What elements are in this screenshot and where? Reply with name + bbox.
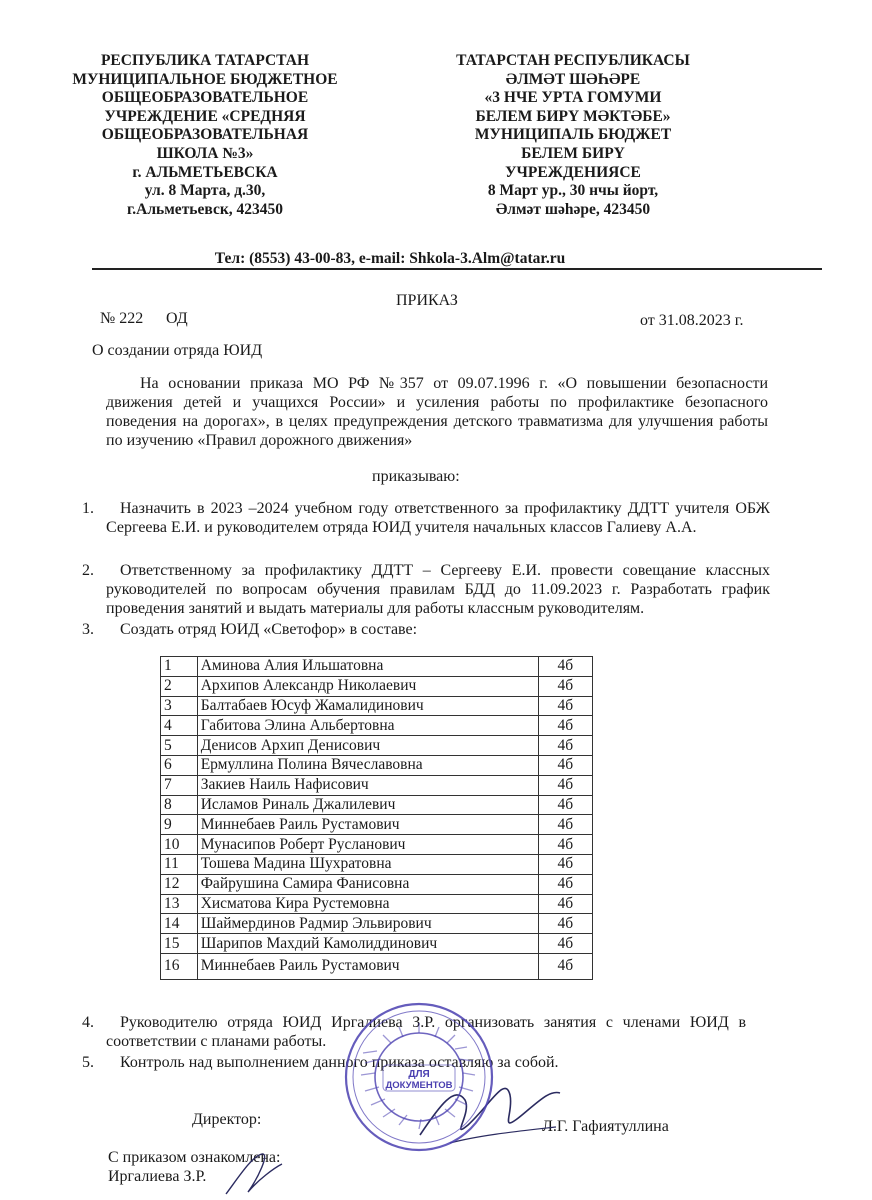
contact-line: Тел: (8553) 43-00-83, e-mail: Shkola-3.Alm@tatar.ru [214, 250, 566, 267]
letterhead-right-line: ТАТАРСТАН РЕСПУБЛИКАСЫ [456, 52, 690, 69]
letterhead-right-line: «3 НЧЕ УРТА ГОМУМИ [484, 89, 662, 107]
roster-number-cell: 8 [161, 795, 198, 815]
signature-role: Директор: [192, 1111, 262, 1128]
roster-number-cell: 13 [161, 894, 198, 914]
letterhead-right-line: МУНИЦИПАЛЬ БЮДЖЕТ [474, 126, 672, 144]
letterhead-left-line: ШКОЛА №3» [156, 144, 254, 162]
item-number: 5. [82, 1054, 94, 1071]
roster-name-cell: Аминова Алия Ильшатовна [197, 657, 538, 677]
official-stamp [343, 1001, 495, 1153]
roster-name-cell: Мунасипов Роберт Русланович [197, 835, 538, 855]
letterhead-left-line: РЕСПУБЛИКА ТАТАРСТАН [100, 52, 310, 69]
roster-number-cell: 5 [161, 736, 198, 756]
roster-number-cell: 4 [161, 716, 198, 736]
roster-class-cell: 4б [538, 953, 592, 979]
table-row [161, 795, 593, 815]
roster-number-cell: 9 [161, 815, 198, 835]
roster-table [160, 656, 593, 980]
roster-name-cell: Шарипов Махдий Камолиддинович [197, 934, 538, 954]
table-row [161, 854, 593, 874]
roster-number-cell: 6 [161, 755, 198, 775]
roster-name-cell: Архипов Александр Николаевич [197, 676, 538, 696]
table-row [161, 894, 593, 914]
acknowledgement-label: С приказом ознакомлена: [108, 1149, 281, 1166]
roster-class-cell: 4б [538, 736, 592, 756]
letterhead-left-line: ОБЩЕОБРАЗОВАТЕЛЬНОЕ [101, 89, 309, 107]
roster-class-cell: 4б [538, 775, 592, 795]
item-text: Руководителю отряда ЮИД Иргалиева З.Р. организовать занятия с членами ЮИД в соответствии с планами работы. [106, 1014, 746, 1050]
roster-number-cell: 12 [161, 874, 198, 894]
roster-name-cell: Миннебаев Раиль Рустамович [197, 815, 538, 835]
table-row [161, 696, 593, 716]
acknowledgement-name: Иргалиева З.Р. [108, 1168, 207, 1185]
roster-class-cell: 4б [538, 874, 592, 894]
roster-class-cell: 4б [538, 795, 592, 815]
letterhead-right-line: Әлмәт шәһәре, 423450 [495, 200, 651, 218]
roster-name-cell: Ермуллина Полина Вячеславовна [197, 755, 538, 775]
header-divider [92, 268, 822, 270]
item-text: Назначить в 2023 –2024 учебном году ответственного за профилактику ДДТТ учителя ОБЖ Сергеева Е.И. и руководителем отряда ЮИД учителя начальных классов Галиеву А.А. [106, 500, 770, 536]
table-row [161, 775, 593, 795]
letterhead-right-line: БЕЛЕМ БИРҮ [521, 144, 625, 162]
roster-number-cell: 16 [161, 953, 198, 979]
table-row [161, 716, 593, 736]
letterhead-left [60, 52, 350, 219]
stamp-center-text: ДЛЯ [408, 1069, 430, 1080]
item-text: Создать отряд ЮИД «Светофор» в составе: [120, 621, 418, 638]
roster-class-cell: 4б [538, 854, 592, 874]
roster-name-cell: Балтабаев Юсуф Жамалидинович [197, 696, 538, 716]
letterhead-left-line: ОБЩЕОБРАЗОВАТЕЛЬНАЯ [101, 126, 309, 144]
table-row [161, 676, 593, 696]
letterhead-left-line: УЧРЕЖДЕНИЕ «СРЕДНЯЯ [104, 107, 306, 125]
table-row [161, 815, 593, 835]
signature-name: Л.Г. Гафиятуллина [542, 1118, 669, 1135]
order-title: ПРИКАЗ [396, 292, 458, 309]
order-subject: О создании отряда ЮИД [92, 342, 263, 359]
roster-name-cell: Закиев Наиль Нафисович [197, 775, 538, 795]
item-number: 1. [82, 500, 94, 517]
letterhead-right [428, 52, 718, 219]
order-type: ОД [166, 310, 188, 327]
letterhead-right-line: 8 Март ур., 30 нчы йорт, [487, 182, 659, 200]
roster-class-cell: 4б [538, 657, 592, 677]
item-number: 3. [82, 621, 94, 638]
roster-class-cell: 4б [538, 934, 592, 954]
roster-number-cell: 3 [161, 696, 198, 716]
letterhead-right-line: УЧРЕЖДЕНИЯСЕ [505, 163, 641, 181]
roster-class-cell: 4б [538, 914, 592, 934]
roster-class-cell: 4б [538, 696, 592, 716]
item-number: 2. [82, 562, 94, 579]
table-row [161, 914, 593, 934]
roster-number-cell: 10 [161, 835, 198, 855]
stamp-center-text: ДОКУМЕНТОВ [385, 1080, 453, 1091]
letterhead-left-line: ул. 8 Марта, д.30, [144, 182, 266, 200]
roster-name-cell: Габитова Элина Альбертовна [197, 716, 538, 736]
roster-class-cell: 4б [538, 676, 592, 696]
table-row [161, 657, 593, 677]
order-date: от 31.08.2023 г. [640, 312, 744, 329]
roster-number-cell: 7 [161, 775, 198, 795]
letterhead-right-line: БЕЛЕМ БИРҮ МӘКТӘБЕ» [475, 107, 671, 125]
table-row [161, 953, 593, 979]
roster-class-cell: 4б [538, 755, 592, 775]
table-row [161, 755, 593, 775]
roster-number-cell: 14 [161, 914, 198, 934]
roster-number-cell: 1 [161, 657, 198, 677]
roster-class-cell: 4б [538, 716, 592, 736]
roster-name-cell: Денисов Архип Денисович [197, 736, 538, 756]
roster-class-cell: 4б [538, 815, 592, 835]
table-row [161, 874, 593, 894]
acknowledgement-signature [218, 1148, 288, 1198]
item-text: Контроль над выполнением данного приказа оставляю за собой. [120, 1054, 559, 1071]
table-row [161, 934, 593, 954]
roster-number-cell: 11 [161, 854, 198, 874]
roster-name-cell: Шаймердинов Радмир Эльвирович [197, 914, 538, 934]
roster-name-cell: Файрушина Самира Фанисовна [197, 874, 538, 894]
roster-class-cell: 4б [538, 894, 592, 914]
preamble-paragraph [106, 374, 768, 450]
decree-word: приказываю: [372, 468, 460, 485]
table-row [161, 736, 593, 756]
letterhead-right-line: ӘЛМӘТ ШӘҺӘРЕ [505, 70, 641, 88]
roster-number-cell: 2 [161, 676, 198, 696]
preamble-text: На основании приказа МО РФ №357 от 09.07.1996 г. «О повышении безопасности движения детей и учащихся России» и усиления работы по профилактике безопасного поведения на дорогах», в целях предупреждения детского травматизма для улучшения работы по изучению «Правил дорожного движения» [106, 375, 768, 449]
letterhead-left-line: МУНИЦИПАЛЬНОЕ БЮДЖЕТНОЕ [72, 70, 338, 88]
item-text: Ответственному за профилактику ДДТТ – Сергееву Е.И. провести совещание классных руководителей по вопросам обучения правилам БДД до 11.09.2023 г. Разработать график проведения занятий и выдать материалы для работы классным руководителям. [106, 562, 770, 617]
order-number: № 222 [100, 310, 144, 327]
letterhead-left-line: г. АЛЬМЕТЬЕВСКА [132, 163, 278, 181]
roster-class-cell: 4б [538, 835, 592, 855]
letterhead-left-line: г.Альметьевск, 423450 [127, 200, 283, 218]
table-row [161, 835, 593, 855]
item-number: 4. [82, 1014, 94, 1031]
roster-name-cell: Хисматова Кира Рустемовна [197, 894, 538, 914]
roster-number-cell: 15 [161, 934, 198, 954]
roster-name-cell: Исламов Риналь Джалилевич [197, 795, 538, 815]
roster-name-cell: Тошева Мадина Шухратовна [197, 854, 538, 874]
roster-name-cell: Миннебаев Раиль Рустамович [197, 953, 538, 979]
